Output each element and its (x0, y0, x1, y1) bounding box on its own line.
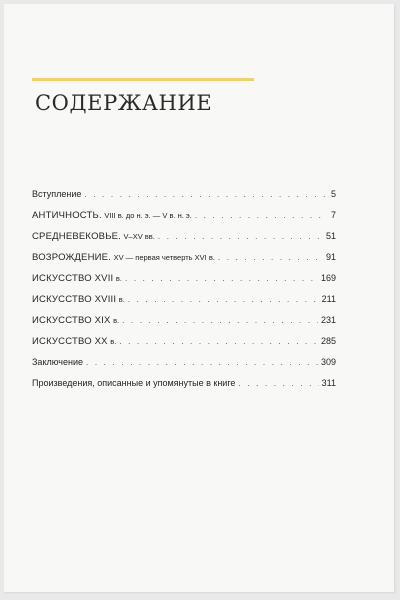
toc-entry-title-wrap (32, 378, 235, 388)
toc-entry-title-wrap (32, 336, 116, 347)
toc-entry-subtitle: в. (115, 274, 122, 283)
toc-dot-leader (84, 190, 328, 199)
toc-entry-title-wrap (32, 294, 125, 305)
toc-entry-title: ИСКУССТВО XVIII (32, 294, 117, 305)
table-of-contents (32, 189, 336, 399)
heading-accent-bar (32, 78, 254, 81)
toc-entry-title: АНТИЧНОСТЬ. (32, 210, 102, 221)
toc-entry-title-wrap (32, 210, 192, 221)
toc-dot-leader (128, 295, 319, 304)
toc-dot-leader (238, 379, 318, 388)
toc-entry-art-20th-century[interactable] (32, 336, 336, 357)
toc-page-number: 285 (320, 336, 336, 346)
toc-entry-title: ИСКУССТВО XVII (32, 273, 114, 284)
toc-entry-art-18th-century[interactable] (32, 294, 336, 315)
toc-entry-art-17th-century[interactable] (32, 273, 336, 294)
toc-entry-title: Произведения, описанные и упомянутые в книге (32, 378, 236, 388)
toc-entry-title-wrap (32, 315, 119, 326)
toc-entry-title: Вступление (32, 189, 82, 199)
toc-entry-title: ИСКУССТВО XIX (32, 315, 111, 326)
toc-entry-art-19th-century[interactable] (32, 315, 336, 336)
toc-entry-subtitle: в. (113, 316, 120, 325)
toc-entry-subtitle: V–XV вв. (123, 232, 155, 241)
toc-entry-title-wrap (32, 252, 215, 263)
toc-page-number: 169 (320, 273, 336, 283)
toc-dot-leader (158, 232, 323, 241)
toc-page-number: 51 (325, 231, 336, 241)
toc-entry-title: СРЕДНЕВЕКОВЬЕ. (32, 231, 122, 242)
toc-entry-subtitle: в. (118, 295, 125, 304)
toc-entry-subtitle: VIII в. до н. э. — V в. н. э. (104, 211, 192, 220)
toc-dot-leader (119, 337, 318, 346)
toc-dot-leader (195, 211, 328, 220)
toc-page-number: 5 (330, 189, 336, 199)
toc-dot-leader (218, 253, 323, 262)
toc-entry-title-wrap (32, 231, 155, 242)
toc-dot-leader (122, 316, 318, 325)
toc-entry-conclusion[interactable] (32, 357, 336, 378)
toc-entry-antiquity[interactable] (32, 210, 336, 231)
toc-entry-title: ВОЗРОЖДЕНИЕ. (32, 252, 112, 263)
toc-entry-title-wrap (32, 273, 122, 284)
page-title: СОДЕРЖАНИЕ (35, 91, 213, 115)
toc-page-number: 311 (321, 378, 336, 388)
toc-entry-artworks-index[interactable] (32, 378, 336, 399)
toc-dot-leader (125, 274, 318, 283)
toc-page-number: 309 (320, 357, 336, 367)
toc-entry-middle-ages[interactable] (32, 231, 336, 252)
toc-entry-title: Заключение (32, 357, 83, 367)
toc-entry-renaissance[interactable] (32, 252, 336, 273)
toc-page-number: 211 (321, 294, 336, 304)
toc-page-number: 91 (325, 252, 336, 262)
toc-entry-subtitle: в. (110, 337, 117, 346)
toc-entry-title: ИСКУССТВО XX (32, 336, 108, 347)
toc-entry-title-wrap (32, 189, 81, 199)
toc-page-number: 7 (330, 210, 336, 220)
toc-dot-leader (86, 358, 318, 367)
toc-entry-introduction[interactable] (32, 189, 336, 210)
toc-page-number: 231 (320, 315, 336, 325)
toc-entry-subtitle: XV — первая четверть XVI в. (113, 253, 215, 262)
book-page (4, 4, 394, 592)
toc-entry-title-wrap (32, 357, 83, 367)
